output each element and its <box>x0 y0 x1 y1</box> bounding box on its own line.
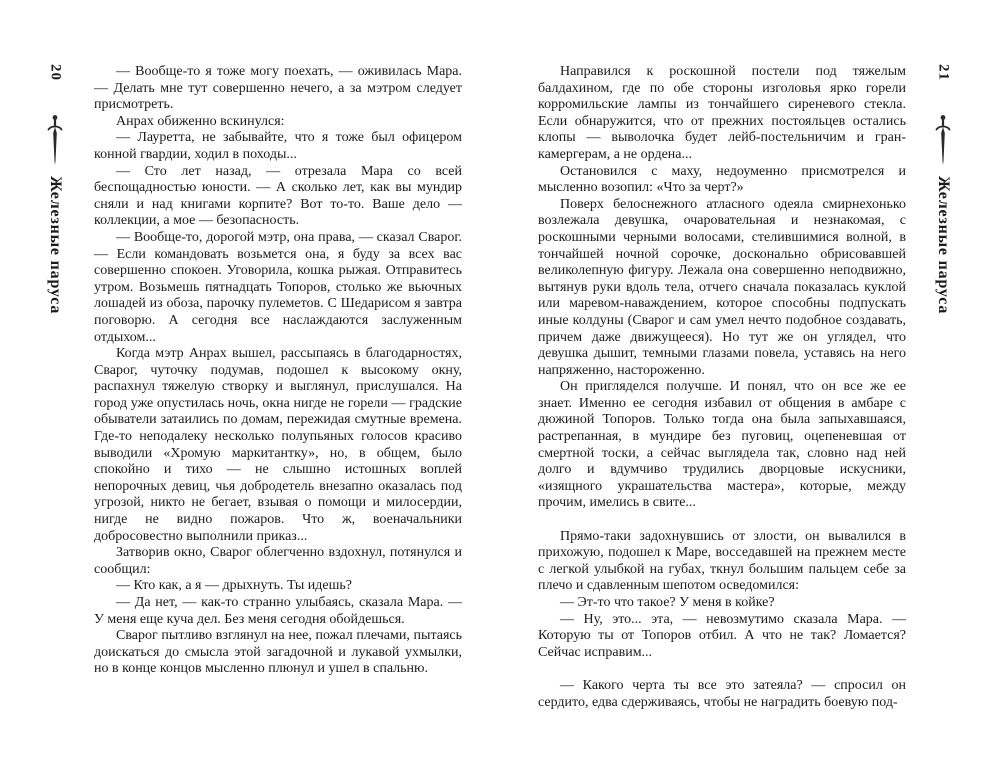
paragraph: Сварог пытливо взглянул на нее, пожал плечами, пытаясь доискаться до смысла этой загадочной и лукавой ухмылки, но в конце концов мысленно плюнул и ушел в спальню. <box>94 628 462 677</box>
right-page <box>538 64 906 711</box>
paragraph: — Да нет, — как-то странно улыбаясь, сказала Мара. — У меня еще куча дел. Без меня сегодня обойдешься. <box>94 595 462 627</box>
paragraph: Остановился с маху, недоуменно присмотрелся и мысленно возопил: «Что за черт?» <box>538 163 906 196</box>
paragraph: — Кто как, а я — дрыхнуть. Ты идешь? <box>116 578 352 594</box>
paragraph: Анрах обиженно вскинулся: <box>116 113 285 129</box>
sword-ornament-icon <box>47 114 63 166</box>
paragraph: Направился к роскошной постели под тяжелым балдахином, где по обе стороны изголовья ярко горели корромильские лампы из тончайшего сиреневого стекла. Если обнаружится, что от прежних постояльцев остались клопы — выволочка будет лейб-постельничим и гран-камергерам, а не ордена... <box>538 64 906 162</box>
left-page-margin <box>40 62 70 712</box>
right-page-margin <box>928 62 958 712</box>
scene-break <box>538 512 906 529</box>
paragraph: — Эт-то что такое? У меня в койке? <box>560 595 775 610</box>
paragraph: — Ну, это... эта, — невозмутимо сказала Мара. — Которую ты от Топоров отбил. А что не так? Ломается? Сейчас исправим... <box>538 611 906 660</box>
paragraph: Когда мэтр Анрах вышел, рассыпаясь в благодарностях, Сварог, чуточку подумав, подошел к высокому окну, распахнул тяжелую створку и выглянул, прислушался. На город уже опустилась ночь, окна нигде не горели — градские обыватели затаились по домам, пережидая смутные времена. Где-то неподалеку несколько полупьяных голосов красиво выводили «Хромую маркитантку», но, в общем, было спокойно и тихо — не слышно истошных воплей непорочных девиц, чья добродетель внезапно оказалась под угрозой, никто не бегает, взывая о помощи и милосердии, нигде не видно пожаров. Что ж, военачальники добросовестно выполнили приказ... <box>94 346 462 544</box>
scene-break <box>538 661 906 678</box>
paragraph: — Вообще-то я тоже могу поехать, — оживилась Мара. — Делать мне тут совершенно нечего, а за мэтром следует присмотреть. <box>94 64 462 113</box>
paragraph: Он пригляделся получше. И понял, что он все же ее знает. Именно ее сегодня избавил от общения в амбаре с дюжиной Топоров. Только тогда она была запыхавшаяся, растрепанная, в мундире без пуговиц, оцепеневшая от смертной тоски, а сейчас выглядела так, словно над ней долго и вдумчиво трудились дворцовые искусники, «изящного украшательства мастера», которые, между прочим, имелись в свите... <box>538 379 906 511</box>
paragraph: — Лауретта, не забывайте, что я тоже был офицером конной гвардии, ходил в походы... <box>94 130 462 162</box>
paragraph: Затворив окно, Сварог облегченно вздохнул, потянулся и сообщил: <box>94 545 462 577</box>
left-running-title: Железные паруса <box>47 176 64 315</box>
paragraph: — Сто лет назад, — отрезала Мара со всей беспощадностью юности. — А сколько лет, как вы мундир сняли и над книгами корпите? Вот то-то. Ваше дело — коллекции, а мое — безопасность. <box>94 163 462 229</box>
right-running-title: Железные паруса <box>935 176 952 315</box>
right-page-number: 21 <box>935 64 952 81</box>
sword-ornament-icon <box>935 114 951 166</box>
paragraph: — Вообще-то, дорогой мэтр, она права, — сказал Сварог. — Если командовать возьмется она, я буду за всех вас совершенно спокоен. Уговорила, кошка рыжая. Отправитесь утром. Возьмешь пятнадцать Топоров, столько же вьючных лошадей из обоза, парочку пулеметов. С Шедарисом я завтра поговорю. А сегодня все наслаждаются заслуженным отдыхом... <box>94 229 462 345</box>
paragraph: Прямо-таки задохнувшись от злости, он вывалился в прихожую, подошел к Маре, восседавшей на прежнем месте с легкой улыбкой на губах, ткнул большим пальцем себе за плечо и сдавленным шепотом осведомился: <box>538 528 906 594</box>
left-page <box>94 64 462 678</box>
paragraph: Поверх белоснежного атласного одеяла смирнехонько возлежала девушка, очаровательная и незнакомая, с роскошными черными волосами, стелившимися волной, в тончайшей ночной сорочке, досконально обрисовавшей великолепную фигуру. Лежала она совершенно неподвижно, вытянув руки вдоль тела, отчего сначала показалась куклой или маревом-наваждением, которое способны подпускать иные колдуны (Сварог и сам умел нечто подобное создавать, причем даже движущееся). Но тут же он углядел, что девушка дышит, темными глазами повела, уставясь на него напряженно, настороженно. <box>538 196 906 378</box>
left-page-number: 20 <box>47 64 64 81</box>
paragraph: — Какого черта ты все это затеяла? — спросил он сердито, едва сдерживаясь, чтобы не наградить боевую под- <box>538 677 906 710</box>
